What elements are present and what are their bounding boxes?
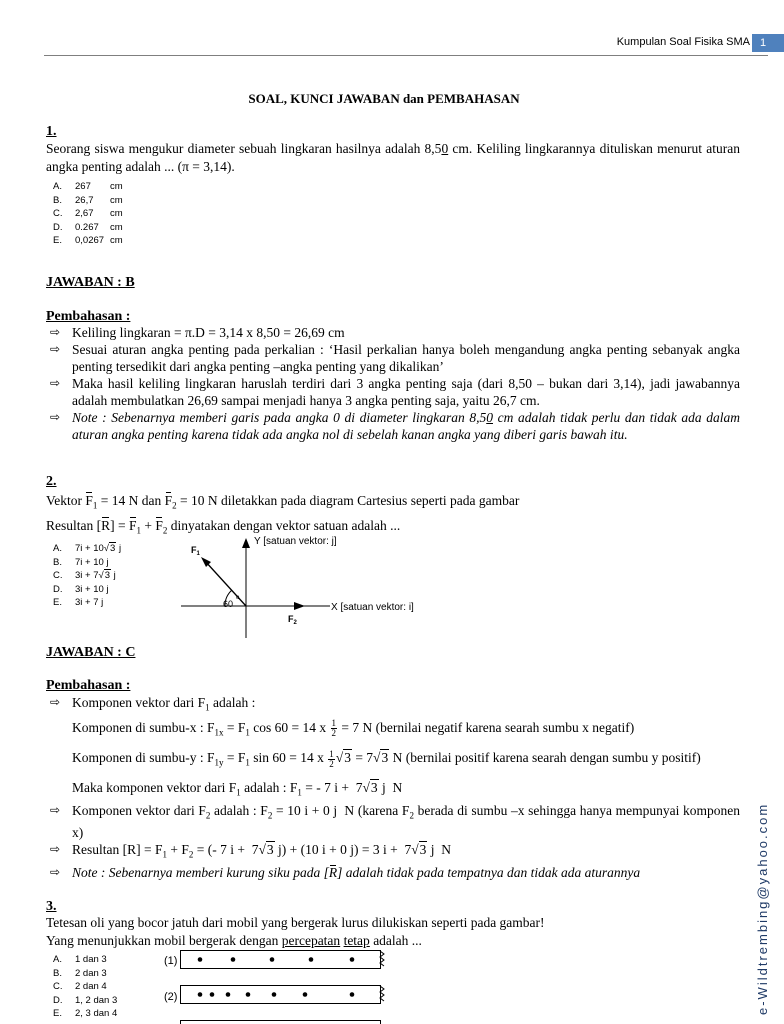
question-2-number: 2.	[46, 474, 57, 489]
option-value: 7i + 10	[75, 543, 104, 554]
option-unit: cm	[110, 208, 123, 219]
option-letter: E.	[53, 597, 62, 608]
option-item[interactable]	[53, 194, 123, 208]
arrow-right-icon: ⇨	[50, 376, 61, 390]
x-axis-label: X [satuan vektor: i]	[331, 602, 414, 613]
angle-label: 60	[223, 599, 234, 609]
arrow-right-icon: ⇨	[50, 802, 61, 817]
option-letter: C.	[53, 981, 63, 992]
option-item[interactable]	[53, 207, 123, 221]
explanation-line: Komponen di sumbu-x : $F_{1x} = F_1$ cos 60 = 14 x $\frac{1}{2}$ = 7 N (bernilai negatif karena searah sumbu x negatif)	[72, 718, 635, 739]
f2-label: $F_2$	[288, 614, 297, 626]
question-1-explanation	[46, 324, 740, 443]
question-1-number: 1.	[46, 124, 57, 139]
explanation-note: ⇨ Note : Sebenarnya memberi garis pada angka 0 di diameter lingkaran 8,50 cm adalah tidak perlu dan tidak ada dalam aturan angka penting karena tidak ada angka nol di sebelah kanan angka yang diberi garis bawah itu.	[50, 410, 740, 442]
explanation-point: ⇨ Resultan $[R] = F_1 + F_2$ = (- 7 i + 7√3 j) + (10 i + 0 j) = 3 i + 7√3 j N	[50, 842, 451, 861]
question-3-number: 3.	[46, 899, 57, 914]
arrow-right-icon: ⇨	[50, 842, 61, 857]
explanation-note: ⇨ Note : Sebenarnya memberi kurung siku pada [R] adalah tidak pada tempatnya dan tidak ada aturannya	[50, 865, 641, 881]
option-value: 0.267	[75, 221, 99, 233]
question-2-text: Vektor $F_1 = 14$ N dan $F_2 = 10$ N diletakkan pada diagram Cartesius seperti pada gambar Resultan $[R] = F_1 + F_2$ dinyatakan dengan vektor satuan adalah ...	[46, 493, 520, 536]
document-title: SOAL, KUNCI JAWABAN dan PEMBAHASAN	[248, 91, 520, 106]
option-value: 1 dan 3	[75, 954, 107, 965]
option-letter: D.	[53, 221, 63, 233]
arrow-right-icon: ⇨	[50, 695, 61, 709]
option-value: 3i + 7 j	[75, 597, 104, 608]
option-letter: A.	[53, 181, 62, 192]
option-value: 3i + 10 j	[75, 583, 109, 595]
option-value: 26,7	[75, 194, 94, 206]
explanation-point: ⇨ Sesuai aturan angka penting pada perkalian : ‘Hasil perkalian hanya boleh mengandung angka penting sebanyak angka penting tersedikit dari angka penting –angka penting yang dikalikan’	[50, 342, 740, 374]
question-3-text: Tetesan oli yang bocor jatuh dari mobil yang bergerak lurus dilukiskan seperti pada gambar! Yang menunjukkan mobil bergerak dengan percepatan tetap adalah ...	[46, 915, 545, 948]
side-watermark: e-Wildtrembing@yahoo.com	[755, 802, 770, 1015]
option-value: 2,67	[75, 208, 94, 219]
sqrt-symbol: √	[103, 543, 110, 554]
explanation-point: ⇨ Keliling lingkaran = π.D = 3,14 x 8,50 = 26,69 cm	[50, 325, 345, 340]
header-rule	[44, 55, 768, 56]
option-value: 2, 3 dan 4	[75, 1008, 118, 1019]
option-unit: cm	[110, 194, 123, 206]
question-2-answer: JAWABAN : C	[46, 645, 136, 660]
option-item[interactable]	[53, 596, 121, 610]
option-unit: j	[116, 543, 122, 554]
option-letter: E.	[53, 1008, 62, 1019]
page-number-badge: 1	[752, 34, 784, 52]
option-letter: E.	[53, 235, 62, 246]
explanation-line: Maka komponen vektor dari $F_1$ adalah : $F_1$ = - 7 i + 7√3 j N	[72, 780, 403, 798]
option-unit: cm	[110, 221, 123, 233]
option-item[interactable]	[53, 569, 121, 583]
option-value: 0,0267	[75, 235, 105, 246]
question-1-pembahasan-heading: Pembahasan :	[46, 309, 131, 324]
option-item[interactable]	[53, 1007, 117, 1021]
option-item[interactable]	[53, 583, 121, 597]
f1-label: $F_1$	[191, 545, 200, 557]
option-radicand: 3	[104, 570, 111, 581]
question-1-text: Seorang siswa mengukur diameter sebuah lingkaran hasilnya adalah 8,50 cm. Keliling lingkarannya dituliskan menurut aturan angka penting adalah ... (π = 3,14).	[46, 141, 740, 174]
option-unit: cm	[110, 181, 123, 192]
question-3-options	[53, 953, 117, 1021]
question-1-answer: JAWABAN : B	[46, 275, 135, 290]
option-letter: B.	[53, 967, 62, 979]
option-letter: B.	[53, 556, 62, 568]
question-2-explanation	[46, 694, 740, 881]
option-radicand: 3	[110, 543, 116, 554]
option-unit: j	[111, 570, 116, 581]
option-letter: C.	[53, 208, 63, 219]
sqrt-symbol: √	[98, 570, 104, 581]
oil-drop-strips	[180, 950, 395, 1024]
strip-label-1: (1)	[164, 955, 178, 967]
running-header-title: Kumpulan Soal Fisika SMA	[616, 36, 750, 48]
option-letter: B.	[53, 194, 62, 206]
option-item[interactable]	[53, 234, 123, 248]
y-axis-label: Y [satuan vektor: j]	[254, 536, 337, 547]
option-value: 2 dan 4	[75, 981, 107, 992]
option-item[interactable]	[53, 180, 123, 194]
explanation-point: ⇨ Maka hasil keliling lingkaran haruslah terdiri dari 3 angka penting saja (dari 8,50 – bukan dari 3,14), jadi jawabannya adalah membulatkan 26,69 sampai menjadi hanya 3 angka penting saja, yaitu 26,7 cm.	[50, 376, 740, 408]
option-letter: D.	[53, 583, 63, 595]
question-2-pembahasan-heading: Pembahasan :	[46, 678, 131, 693]
strip-label-2: (2)	[164, 991, 178, 1003]
option-value: 267	[75, 181, 91, 192]
option-letter: C.	[53, 570, 63, 581]
option-item[interactable]	[53, 542, 121, 556]
option-item[interactable]	[53, 994, 117, 1008]
arrow-right-icon: ⇨	[50, 865, 61, 880]
option-item[interactable]	[53, 980, 117, 994]
option-item[interactable]	[53, 556, 121, 570]
option-value: 1, 2 dan 3	[75, 994, 118, 1006]
question-1-options	[53, 180, 123, 248]
explanation-point: ⇨ Komponen vektor dari $F_1$ adalah :	[50, 695, 256, 713]
arrow-right-icon: ⇨	[50, 342, 61, 356]
option-value: 3i + 7	[75, 570, 99, 581]
option-letter: A.	[53, 954, 62, 965]
option-value: 2 dan 3	[75, 967, 107, 979]
arrow-right-icon: ⇨	[50, 325, 61, 339]
explanation-line: Komponen di sumbu-y : $F_{1y} = F_1$ sin 60 = 14 x $\frac{1}{2}$ √3 = 7√3 N (bernilai positif karena searah dengan sumbu y positif)	[72, 748, 701, 769]
option-letter: D.	[53, 994, 63, 1006]
explanation-point: ⇨ Komponen vektor dari $F_2$ adalah : $F_2 = 10$ i + 0 j N (karena $F_2$ berada di sumbu –x sehingga hanya mempunyai komponen x)	[50, 802, 740, 841]
svg-text:o: o	[236, 595, 240, 601]
vector-diagram	[175, 532, 445, 642]
question-2-options	[53, 542, 121, 610]
option-letter: A.	[53, 543, 62, 554]
option-item[interactable]	[53, 221, 123, 235]
arrow-right-icon: ⇨	[50, 410, 61, 424]
option-item[interactable]	[53, 967, 117, 981]
option-unit: cm	[110, 235, 123, 246]
option-value: 7i + 10 j	[75, 556, 109, 568]
option-item[interactable]	[53, 953, 117, 967]
